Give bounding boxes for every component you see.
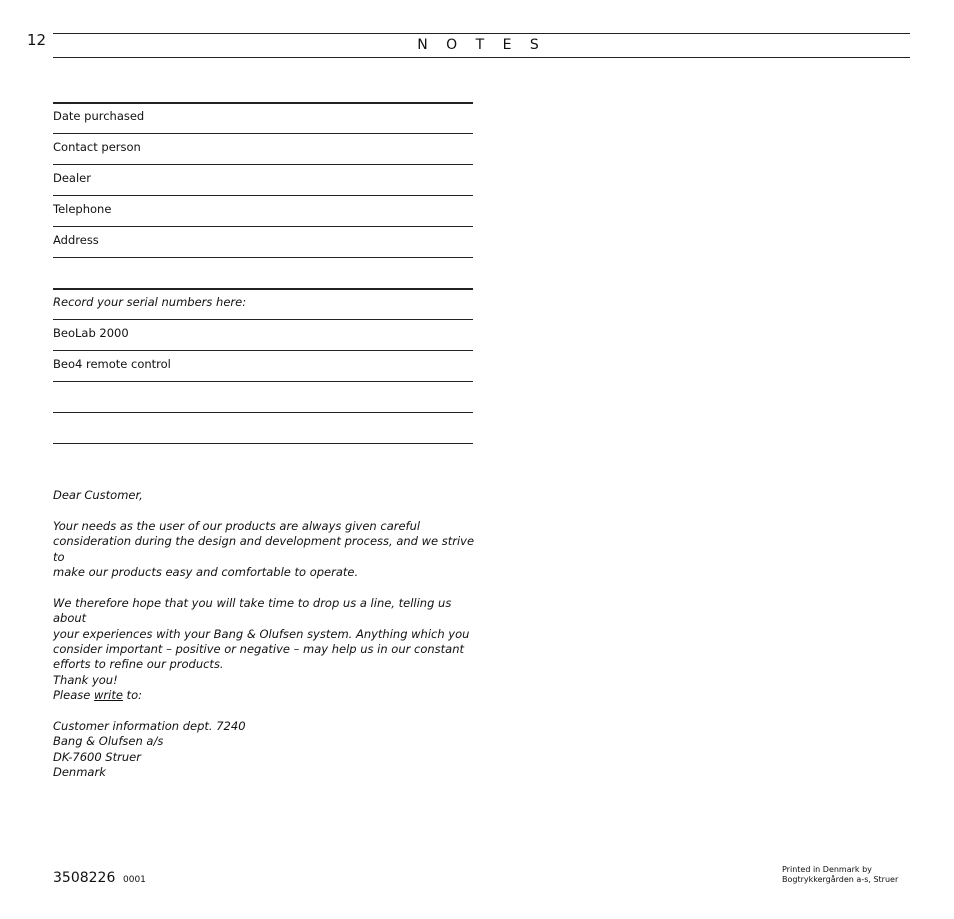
form-label: Record your serial numbers here:: [53, 295, 247, 309]
page-title: N O T E S: [417, 37, 546, 53]
address-line: Customer information dept. 7240: [53, 719, 246, 734]
form-row-beo4-remote[interactable]: [53, 350, 473, 381]
letter-gap: [53, 704, 483, 719]
letter-gap: [53, 503, 483, 518]
form-label: Dealer: [53, 171, 91, 185]
letter-line: make our products easy and comfortable to operate.: [53, 565, 359, 580]
title-rule-top: [53, 33, 910, 34]
product-code: 3508226: [53, 870, 116, 886]
form-label: BeoLab 2000: [53, 326, 129, 340]
write-link[interactable]: write: [93, 688, 123, 703]
letter-line: We therefore hope that you will take time to drop us a line, telling us about: [53, 595, 452, 626]
printer-credit: [782, 865, 898, 885]
form-end-rule: [53, 443, 473, 444]
form-label: Beo4 remote control: [53, 357, 171, 371]
please-text: Please: [53, 688, 94, 703]
form-row-blank-2[interactable]: [53, 412, 473, 443]
address-line: Bang & Olufsen a/s: [53, 734, 164, 749]
form-row-address-continued[interactable]: [53, 257, 473, 288]
letter-gap: [53, 580, 483, 595]
form-row-date-purchased[interactable]: [53, 102, 473, 133]
printer-credit-line: Bogtrykkergården a-s, Struer: [782, 875, 899, 884]
customer-letter: [53, 488, 483, 781]
form-label: Address: [53, 233, 99, 247]
page-number: 12: [27, 31, 47, 49]
address-line: Denmark: [53, 765, 106, 780]
letter-please-line: [53, 688, 483, 703]
form-label: Telephone: [53, 202, 112, 216]
form-row-telephone[interactable]: [53, 195, 473, 226]
form-row-contact-person[interactable]: [53, 133, 473, 164]
form-label: Contact person: [53, 140, 141, 154]
form-label: Date purchased: [53, 109, 145, 123]
serial-numbers-heading: [53, 288, 473, 319]
printer-credit-line: Printed in Denmark by: [782, 865, 872, 874]
form-row-address[interactable]: [53, 226, 473, 257]
letter-thanks: Thank you!: [53, 672, 118, 687]
form-row-dealer[interactable]: [53, 164, 473, 195]
letter-line: consideration during the design and development process, and we strive to: [53, 534, 475, 564]
letter-greeting: Dear Customer,: [53, 488, 143, 502]
letter-line: Your needs as the user of our products are always given careful: [53, 518, 421, 533]
product-code-suffix: 0001: [123, 875, 146, 885]
address-line: DK-7600 Struer: [53, 749, 141, 764]
please-text-end: to:: [122, 688, 142, 703]
letter-line: consider important – positive or negative – may help us in our constant: [53, 642, 465, 657]
letter-line: your experiences with your Bang & Olufsen system. Anything which you: [53, 626, 470, 641]
title-rule-bottom: [53, 57, 910, 58]
form-row-beolab[interactable]: [53, 319, 473, 350]
form-row-blank-1[interactable]: [53, 381, 473, 412]
notes-form: [53, 102, 473, 444]
letter-line: efforts to refine our products.: [53, 657, 224, 672]
